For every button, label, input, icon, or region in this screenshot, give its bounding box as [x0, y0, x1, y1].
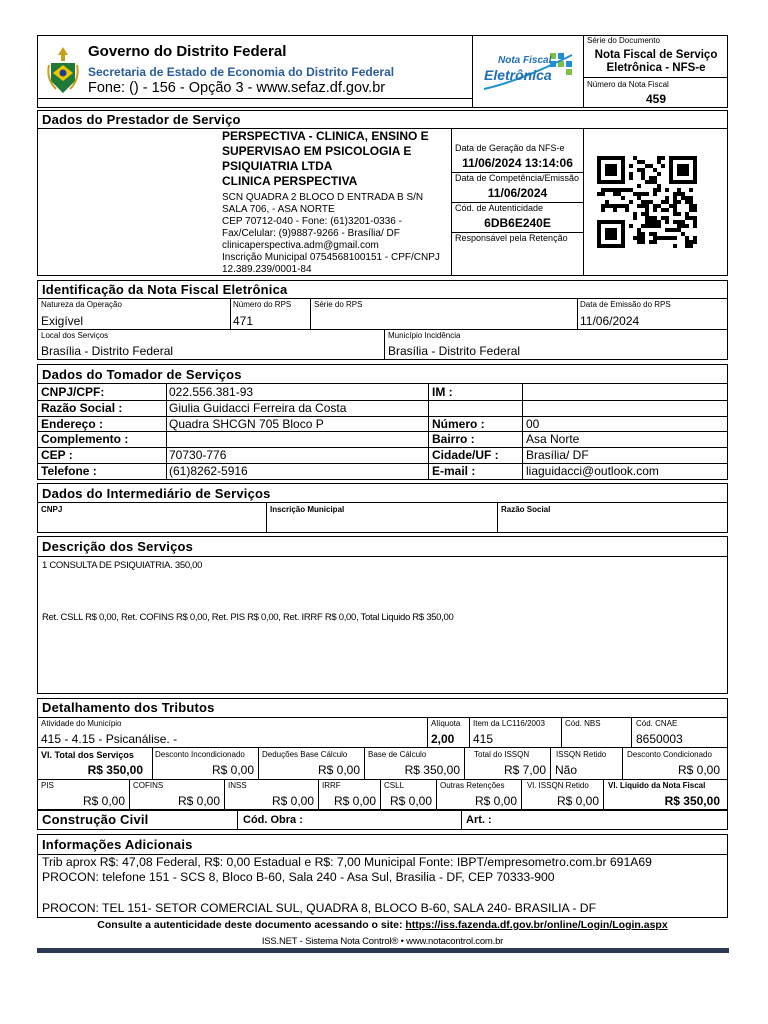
tributos-title: Detalhamento dos Tributos — [42, 700, 215, 715]
tomador-endereco-value: Quadra SHCGN 705 Bloco P — [169, 417, 324, 431]
prestador-addr-2: SALA 706, - ASA NORTE — [222, 204, 335, 215]
irrf-value: R$ 0,00 — [333, 794, 376, 808]
liquido-value: R$ 350,00 — [664, 794, 720, 808]
consulte-line — [37, 919, 728, 931]
atividade-label: Atividade do Município — [41, 719, 122, 728]
numero-nota-value: 459 — [645, 92, 667, 106]
issqn-retido-value: Não — [555, 763, 578, 777]
tomador-im-label: IM : — [432, 385, 453, 399]
tomador-cep-value: 70730-776 — [169, 448, 227, 462]
phone-text: Fone: () - 156 - Opção 3 - www.sefaz.df.gov.br — [88, 80, 386, 96]
item-lc-value: 415 — [473, 732, 494, 746]
tomador-email-label: E-mail : — [432, 464, 476, 478]
desc-incond-value: R$ 0,00 — [211, 763, 254, 777]
tomador-cnpj-label: CNPJ/CPF: — [41, 385, 105, 399]
tomador-email-value: liaguidacci@outlook.com — [526, 464, 659, 478]
tomador-bairro-value: Asa Norte — [526, 432, 580, 446]
competencia-value: 11/06/2024 — [487, 186, 548, 200]
autenticidade-label: Cód. de Autenticidade — [455, 203, 544, 213]
tomador-telefone-label: Telefone : — [41, 464, 97, 478]
local-servicos-label: Local dos Serviços — [41, 331, 109, 340]
tomador-endereco-label: Endereço : — [41, 417, 104, 431]
geracao-value: 11/06/2024 13:14:06 — [462, 156, 573, 170]
info-title: Informações Adicionais — [42, 837, 193, 852]
numero-nota-label: Número da Nota Fiscal — [587, 80, 669, 89]
pis-value: R$ 0,00 — [82, 794, 125, 808]
prestador-addr-4: Fax/Celular: (9)9887-9266 - Brasília/ DF — [222, 228, 400, 239]
outras-label: Outras Retenções — [440, 781, 505, 790]
base-value: R$ 350,00 — [404, 763, 460, 777]
intermediario-razao-label: Razão Social — [501, 505, 551, 514]
tomador-razao-value: Giulia Guidacci Ferreira da Costa — [169, 401, 347, 415]
tomador-telefone-value: (61)8262-5916 — [169, 464, 248, 478]
intermediario-cnpj-label: CNPJ — [41, 505, 63, 514]
total-servicos-value: R$ 350,00 — [87, 763, 143, 777]
vl-issqn-retido-label: Vl. ISSQN Retido — [527, 781, 589, 790]
descricao-line-1: 1 CONSULTA DE PSIQUIATRIA. 350,00 — [42, 560, 203, 571]
issqn-value: R$ 7,00 — [503, 763, 546, 777]
tomador-complemento-label: Complemento : — [41, 432, 129, 446]
retencao-label: Responsável pela Retenção — [455, 233, 568, 243]
cnae-label: Cód. CNAE — [636, 719, 678, 728]
desc-cond-label: Desconto Condicionado — [627, 750, 712, 759]
irrf-label: IRRF — [322, 781, 341, 790]
nbs-label: Cód. NBS — [565, 719, 601, 728]
prestador-title: Dados do Prestador de Serviço — [42, 112, 241, 127]
serie-value-2: Eletrônica - NFS-e — [606, 62, 706, 74]
natureza-label: Natureza da Operação — [41, 300, 122, 309]
issqn-label: Total do ISSQN — [474, 750, 530, 759]
serie-label: Série do Documento — [587, 36, 660, 45]
prestador-email: clinicaperspectiva.adm@gmail.com — [222, 240, 379, 251]
tomador-cidade-value: Brasília/ DF — [526, 448, 589, 462]
intermediario-inscricao-label: Inscrição Municipal — [270, 505, 345, 514]
deducoes-value: R$ 0,00 — [317, 763, 360, 777]
deducoes-label: Deduções Base Cálculo — [262, 750, 348, 759]
identificacao-title: Identificação da Nota Fiscal Eletrônica — [42, 282, 288, 297]
geracao-label: Data de Geração da NFS-e — [455, 143, 565, 153]
prestador-addr-1: SCN QUADRA 2 BLOCO D ENTRADA B S/N — [222, 192, 424, 203]
consulte-link[interactable]: https://iss.fazenda.df.gov.br/online/Login/Login.aspx — [405, 919, 668, 931]
prestador-name-4: CLINICA PERSPECTIVA — [222, 174, 358, 188]
info-line-3: PROCON: TEL 151- SETOR COMERCIAL SUL, QUADRA 8, BLOCO B-60, SALA 240- BRASILIA - DF — [42, 901, 597, 915]
rps-data-label: Data de Emissão do RPS — [580, 300, 671, 309]
prestador-cnpj: 12.389.239/0001-84 — [222, 264, 312, 275]
tomador-title: Dados do Tomador de Serviços — [42, 367, 242, 382]
tomador-cidade-label: Cidade/UF : — [432, 448, 499, 462]
gdf-logo-icon — [46, 45, 80, 97]
aliquota-value: 2,00 — [431, 732, 455, 746]
cofins-value: R$ 0,00 — [177, 794, 220, 808]
autenticidade-value: 6DB6E240E — [484, 216, 551, 230]
issnet-text: ISS.NET - Sistema Nota Control® • www.notacontrol.com.br — [261, 936, 504, 947]
total-servicos-label: Vl. Total dos Serviços — [41, 750, 134, 760]
pis-label: PIS — [41, 781, 54, 790]
item-lc-label: Item da LC116/2003 — [473, 719, 545, 728]
desc-cond-value: R$ 0,00 — [677, 763, 720, 777]
rps-numero-label: Número do RPS — [233, 300, 292, 309]
cofins-label: COFINS — [133, 781, 164, 790]
prestador-inscricao: Inscrição Municipal 0754568100151 - CPF/CNPJ — [222, 252, 440, 263]
gov-title: Governo do Distrito Federal — [88, 43, 287, 60]
competencia-label: Data de Competência/Emissão — [455, 173, 580, 183]
csll-label: CSLL — [384, 781, 405, 790]
liquido-label: Vl. Líquido da Nota Fiscal — [608, 781, 706, 790]
tomador-numero-label: Número : — [432, 417, 485, 431]
cod-obra-label: Cód. Obra : — [243, 814, 303, 826]
secretaria-text: Secretaria de Estado de Economia do Distrito Federal — [88, 65, 395, 79]
descricao-title: Descrição dos Serviços — [42, 539, 194, 554]
prestador-name-3: PSIQUIATRIA LTDA — [222, 159, 333, 173]
rps-numero-value: 471 — [233, 314, 254, 328]
info-line-1: Trib aprox R$: 47,08 Federal, R$: 0,00 Estadual e R$: 7,00 Municipal Fonte: IBPT/empresometro.com.br 691A69 — [42, 855, 652, 869]
base-label: Base de Cálculo — [368, 750, 427, 759]
construcao-title: Construção Civil — [42, 812, 149, 827]
footer-bar — [37, 948, 729, 953]
prestador-addr-3: CEP 70712-040 - Fone: (61)3201-0336 - — [222, 216, 402, 227]
art-label: Art. : — [466, 814, 492, 826]
municipio-label: Município Incidência — [388, 331, 461, 340]
prestador-name-2: SUPERVISAO EM PSICOLOGIA E — [222, 144, 412, 158]
local-servicos-value: Brasília - Distrito Federal — [41, 344, 174, 358]
municipio-value: Brasília - Distrito Federal — [388, 344, 521, 358]
natureza-value: Exigível — [41, 314, 84, 328]
nota-fiscal-logo-top: Nota Fiscal — [498, 55, 552, 66]
prestador-name-1: PERSPECTIVA - CLINICA, ENSINO E — [222, 129, 429, 143]
descricao-line-2: Ret. CSLL R$ 0,00, Ret. COFINS R$ 0,00, Ret. PIS R$ 0,00, Ret. IRRF R$ 0,00, Total Liquido R$ 350,00 — [42, 612, 454, 623]
vl-issqn-retido-value: R$ 0,00 — [556, 794, 599, 808]
rps-data-value: 11/06/2024 — [580, 314, 640, 328]
consulte-text: Consulte a autenticidade deste documento acessando o site: — [97, 919, 403, 931]
tomador-cnpj-value: 022.556.381-93 — [169, 385, 254, 399]
tomador-numero-value: 00 — [526, 417, 540, 431]
outras-value: R$ 0,00 — [474, 794, 517, 808]
serie-value-1: Nota Fiscal de Serviço — [594, 49, 718, 61]
info-line-2: PROCON: telefone 151 - SCS 8, Bloco B-60, Sala 240 - Asa Sul, Brasilia - DF, CEP 70333-900 — [42, 870, 555, 884]
intermediario-title: Dados do Intermediário de Serviços — [42, 486, 271, 501]
inss-label: INSS — [228, 781, 247, 790]
issqn-retido-label: ISSQN Retido — [556, 750, 607, 759]
qr-code-icon[interactable] — [597, 156, 697, 248]
csll-value: R$ 0,00 — [389, 794, 432, 808]
inss-value: R$ 0,00 — [271, 794, 314, 808]
tomador-razao-label: Razão Social : — [41, 401, 123, 415]
atividade-value: 415 - 4.15 - Psicanálise. - — [41, 732, 178, 746]
tomador-cep-label: CEP : — [41, 448, 73, 462]
cnae-value: 8650003 — [636, 732, 683, 746]
aliquota-label: Alíquota — [431, 719, 461, 728]
nota-fiscal-logo-bottom: Eletrônica — [484, 67, 552, 83]
rps-serie-label: Série do RPS — [314, 300, 363, 309]
desc-incond-label: Desconto Incondicionado — [155, 750, 245, 759]
tomador-bairro-label: Bairro : — [432, 432, 475, 446]
